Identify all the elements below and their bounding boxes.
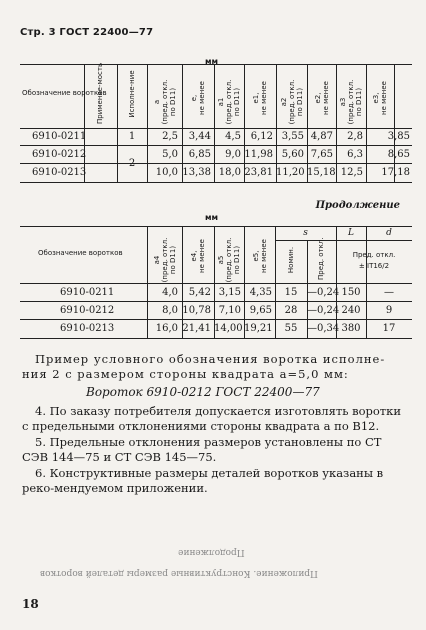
t2-header-L: L (348, 228, 354, 238)
table-cell: 380 (341, 323, 361, 334)
page-number: 18 (22, 597, 39, 611)
table-cell: 23,81 (244, 167, 273, 178)
table-cell: 28 (284, 305, 298, 316)
table-cell: 4,35 (249, 287, 272, 298)
t1-header-a1: a1 (пред. откл. по D11) (217, 79, 241, 125)
t1-header-designation: Обозначение воротков (22, 89, 107, 97)
t2-header-nominal: Номин. (287, 246, 295, 274)
table-cell: 5,0 (162, 149, 178, 160)
table-cell: 7,65 (310, 149, 333, 160)
table-cell: —0,24 (307, 287, 340, 298)
t2-header-s: s (303, 228, 308, 238)
t1-header-a: a (пред. откл. по D11) (153, 79, 177, 125)
table-row-designation: 6910-0212 (60, 305, 115, 316)
table-cell-version: 2 (128, 158, 136, 169)
table-cell: 12,5 (340, 167, 363, 178)
t2-header-e4: e4, не менее (190, 239, 206, 273)
t2-header-deviation: Пред. откл. (317, 237, 325, 280)
table-cell: 4,0 (162, 287, 178, 298)
table-cell: 7,10 (218, 305, 241, 316)
units-label-2: мм (205, 213, 219, 222)
table-row-designation: 6910-0213 (60, 323, 115, 334)
table-cell: 2,8 (347, 131, 363, 142)
table-cell: 19,21 (244, 323, 273, 334)
table-cell: 16,0 (155, 323, 178, 334)
table-cell: 6,12 (250, 131, 273, 142)
table-row-designation: 6910-0211 (32, 131, 87, 142)
t1-header-a2: a2 (пред. откл. по D11) (280, 79, 304, 125)
table-cell: 9,65 (249, 305, 272, 316)
table-cell: 9,0 (225, 149, 241, 160)
table-cell: 21,41 (182, 323, 211, 334)
t2-header-a5: a5 (пред. откл. по D11) (217, 237, 241, 283)
t2-header-designation: Обозначение воротков (38, 249, 123, 257)
table-cell: —0,34 (307, 323, 340, 334)
table-cell: 4,5 (225, 131, 241, 142)
table-row-designation: 6910-0211 (60, 287, 115, 298)
t2-header-tol-1: Пред. откл. (352, 251, 396, 259)
t1-header-e: e, не менее (190, 81, 206, 115)
bleed-through-text: Приложение. Конструктивные размеры деталей воротков (40, 568, 318, 578)
t1-header-applicability: Применяе-мость (96, 62, 104, 124)
table-cell: 17,18 (381, 167, 410, 178)
table-cell: 55 (284, 323, 298, 334)
table-cell: 13,38 (182, 167, 211, 178)
bleed-through-text: Продолжение (178, 547, 245, 557)
table-cell: 150 (341, 287, 361, 298)
note-5: 5. Предельные отклонения размеров установлены по СТ СЭВ 144—75 и СТ СЭВ 145—75. (22, 435, 382, 464)
table-row-designation: 6910-0213 (32, 167, 87, 178)
table-cell: 5,60 (281, 149, 304, 160)
table-cell: 240 (341, 305, 361, 316)
note-4: 4. По заказу потребителя допускается изготовлять воротки с предельными отклонениями стороны квадрата a по В12. (22, 404, 402, 433)
table-cell: 4,87 (310, 131, 333, 142)
table-cell: 14,00 (214, 323, 243, 334)
t2-header-e5: e5, не менее (252, 239, 268, 273)
table-cell: 15 (284, 287, 298, 298)
table-cell: 18,0 (218, 167, 241, 178)
table-cell: 3,85 (387, 131, 410, 142)
table-cell: 10,0 (155, 167, 178, 178)
table-cell: 8,0 (162, 305, 178, 316)
table-cell: 6,3 (347, 149, 363, 160)
units-label: мм (205, 57, 219, 66)
t2-header-a4: a4 (пред. откл. по D11) (153, 237, 177, 283)
note-6: 6. Конструктивные размеры деталей воротков указаны в реко-мендуемом приложении. (22, 466, 384, 495)
table-cell: 3,44 (188, 131, 211, 142)
t2-header-d: d (386, 228, 392, 238)
table-row-designation: 6910-0212 (32, 149, 87, 160)
table-cell: 15,18 (307, 167, 336, 178)
continuation-label: Продолжение (315, 200, 400, 211)
table-cell: 3,55 (281, 131, 304, 142)
table-cell: —0,24 (307, 305, 340, 316)
t1-header-a3: a3 (пред. откл. по D11) (339, 79, 363, 125)
t1-header-version: Исполне-ние (128, 70, 136, 118)
t1-header-e1: e1, не менее (252, 81, 268, 115)
page-header: Стр. 3 ГОСТ 22400—77 (20, 27, 154, 38)
t1-header-e3: e3, не менее (372, 81, 388, 115)
example-intro: Пример условного обозначения воротка исполне-ния 2 с размером стороны квадрата a=5,0 мм: (22, 352, 386, 381)
example-designation: Вороток 6910-0212 ГОСТ 22400—77 (86, 385, 320, 399)
table-cell: 9 (385, 305, 393, 316)
table-cell: — (384, 287, 394, 298)
table-cell: 2,5 (162, 131, 178, 142)
table-cell: 6,85 (188, 149, 211, 160)
table-cell: 11,98 (244, 149, 273, 160)
t1-header-e2: e2, не менее (314, 81, 330, 115)
table-cell: 17 (382, 323, 396, 334)
table-cell: 10,78 (182, 305, 211, 316)
table-cell: 3,15 (218, 287, 241, 298)
table-cell-version: 1 (128, 131, 136, 142)
t2-header-tol-2: ± IT16/2 (358, 262, 390, 270)
table-cell: 8,65 (387, 149, 410, 160)
table-cell: 5,42 (188, 287, 211, 298)
table-cell: 11,20 (276, 167, 305, 178)
